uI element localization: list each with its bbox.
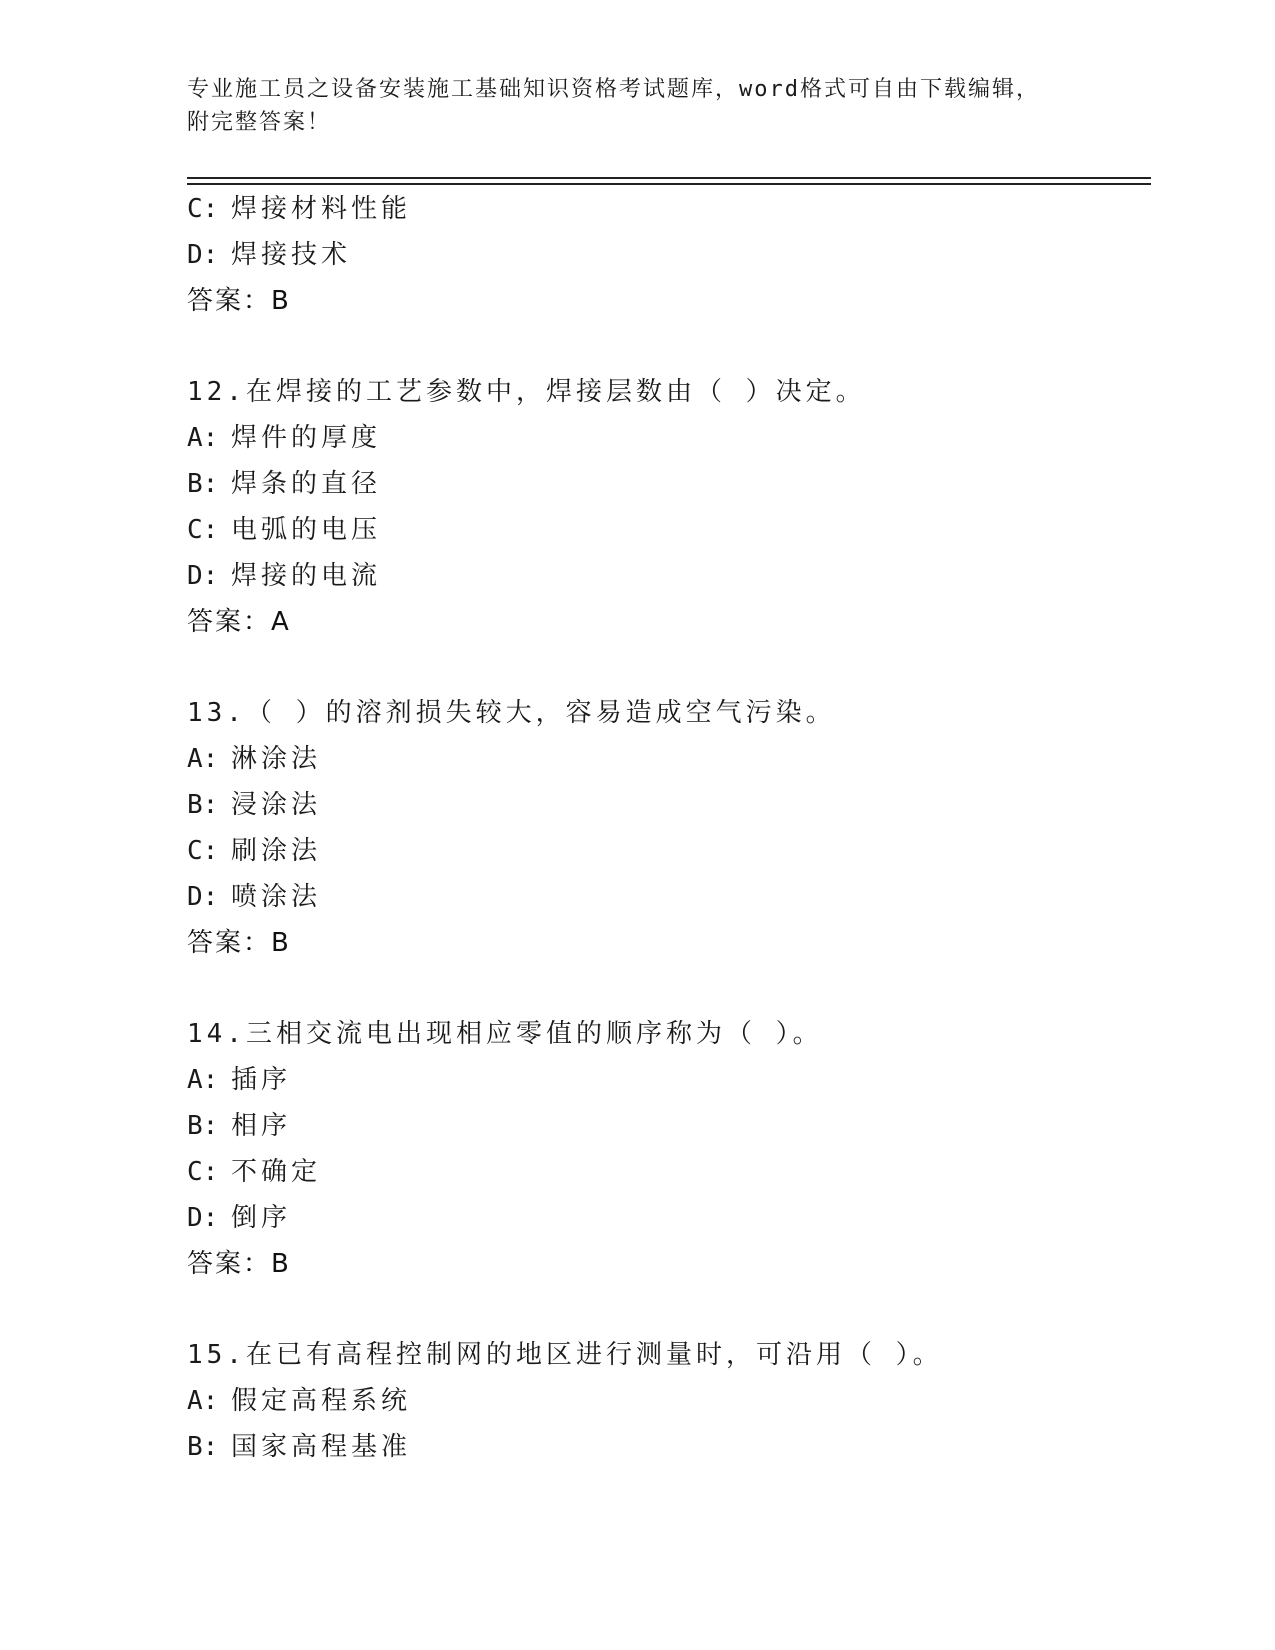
- option-text: 淋涂法: [231, 744, 322, 774]
- option-letter: C:: [187, 194, 219, 224]
- option-text: 国家高程基准: [231, 1432, 412, 1462]
- option-d: [187, 1195, 1147, 1241]
- option-b: [187, 461, 1147, 507]
- option-letter: A:: [187, 1386, 219, 1416]
- option-text: 不确定: [231, 1157, 322, 1187]
- question-11-tail: [187, 186, 1147, 324]
- question-14: [187, 1011, 1147, 1287]
- header-line-1: 专业施工员之设备安装施工基础知识资格考试题库，word格式可自由下载编辑，: [187, 77, 1040, 102]
- option-letter: B:: [187, 469, 219, 499]
- question-stem: 15.在已有高程控制网的地区进行测量时，可沿用（ ）。: [187, 1340, 943, 1370]
- option-text: 插序: [231, 1065, 292, 1095]
- option-letter: C:: [187, 836, 219, 866]
- option-letter: C:: [187, 515, 219, 545]
- option-letter: B:: [187, 1432, 219, 1462]
- option-b: [187, 1424, 1147, 1470]
- option-a: [187, 1057, 1147, 1103]
- answer-line: 答案：A: [187, 607, 291, 637]
- question-list: [187, 186, 1147, 1470]
- header-line-2: 附完整答案！: [187, 110, 332, 135]
- option-d: [187, 553, 1147, 599]
- option-c: [187, 186, 1147, 232]
- option-a: [187, 415, 1147, 461]
- option-letter: B:: [187, 1111, 219, 1141]
- option-d: [187, 874, 1147, 920]
- answer-line: 答案：B: [187, 1249, 291, 1279]
- document-header: [187, 73, 1087, 139]
- option-text: 电弧的电压: [231, 515, 382, 545]
- option-text: 喷涂法: [231, 882, 322, 912]
- header-divider-top: [187, 177, 1151, 179]
- option-letter: D:: [187, 240, 219, 270]
- question-stem: 13.（ ）的溶剂损失较大，容易造成空气污染。: [187, 698, 836, 728]
- option-text: 焊接材料性能: [231, 194, 412, 224]
- option-text: 焊接的电流: [231, 561, 382, 591]
- option-letter: D:: [187, 1203, 219, 1233]
- option-letter: C:: [187, 1157, 219, 1187]
- option-text: 浸涂法: [231, 790, 322, 820]
- option-letter: B:: [187, 790, 219, 820]
- question-12: [187, 369, 1147, 645]
- question-stem: 14.三相交流电出现相应零值的顺序称为（ ）。: [187, 1019, 823, 1049]
- option-c: [187, 1149, 1147, 1195]
- option-a: [187, 736, 1147, 782]
- answer-line: 答案：B: [187, 928, 291, 958]
- option-b: [187, 1103, 1147, 1149]
- option-letter: D:: [187, 561, 219, 591]
- option-d: [187, 232, 1147, 278]
- option-text: 焊件的厚度: [231, 423, 382, 453]
- question-13: [187, 690, 1147, 966]
- option-c: [187, 828, 1147, 874]
- option-text: 刷涂法: [231, 836, 322, 866]
- option-letter: D:: [187, 882, 219, 912]
- question-15: [187, 1332, 1147, 1470]
- option-letter: A:: [187, 423, 219, 453]
- option-c: [187, 507, 1147, 553]
- answer-line: 答案：B: [187, 286, 291, 316]
- option-a: [187, 1378, 1147, 1424]
- option-text: 焊接技术: [231, 240, 352, 270]
- header-divider-bottom: [187, 183, 1151, 185]
- option-text: 假定高程系统: [231, 1386, 412, 1416]
- question-stem: 12.在焊接的工艺参数中，焊接层数由（ ）决定。: [187, 377, 866, 407]
- option-letter: A:: [187, 1065, 219, 1095]
- option-text: 焊条的直径: [231, 469, 382, 499]
- option-text: 相序: [231, 1111, 292, 1141]
- option-text: 倒序: [231, 1203, 292, 1233]
- option-b: [187, 782, 1147, 828]
- option-letter: A:: [187, 744, 219, 774]
